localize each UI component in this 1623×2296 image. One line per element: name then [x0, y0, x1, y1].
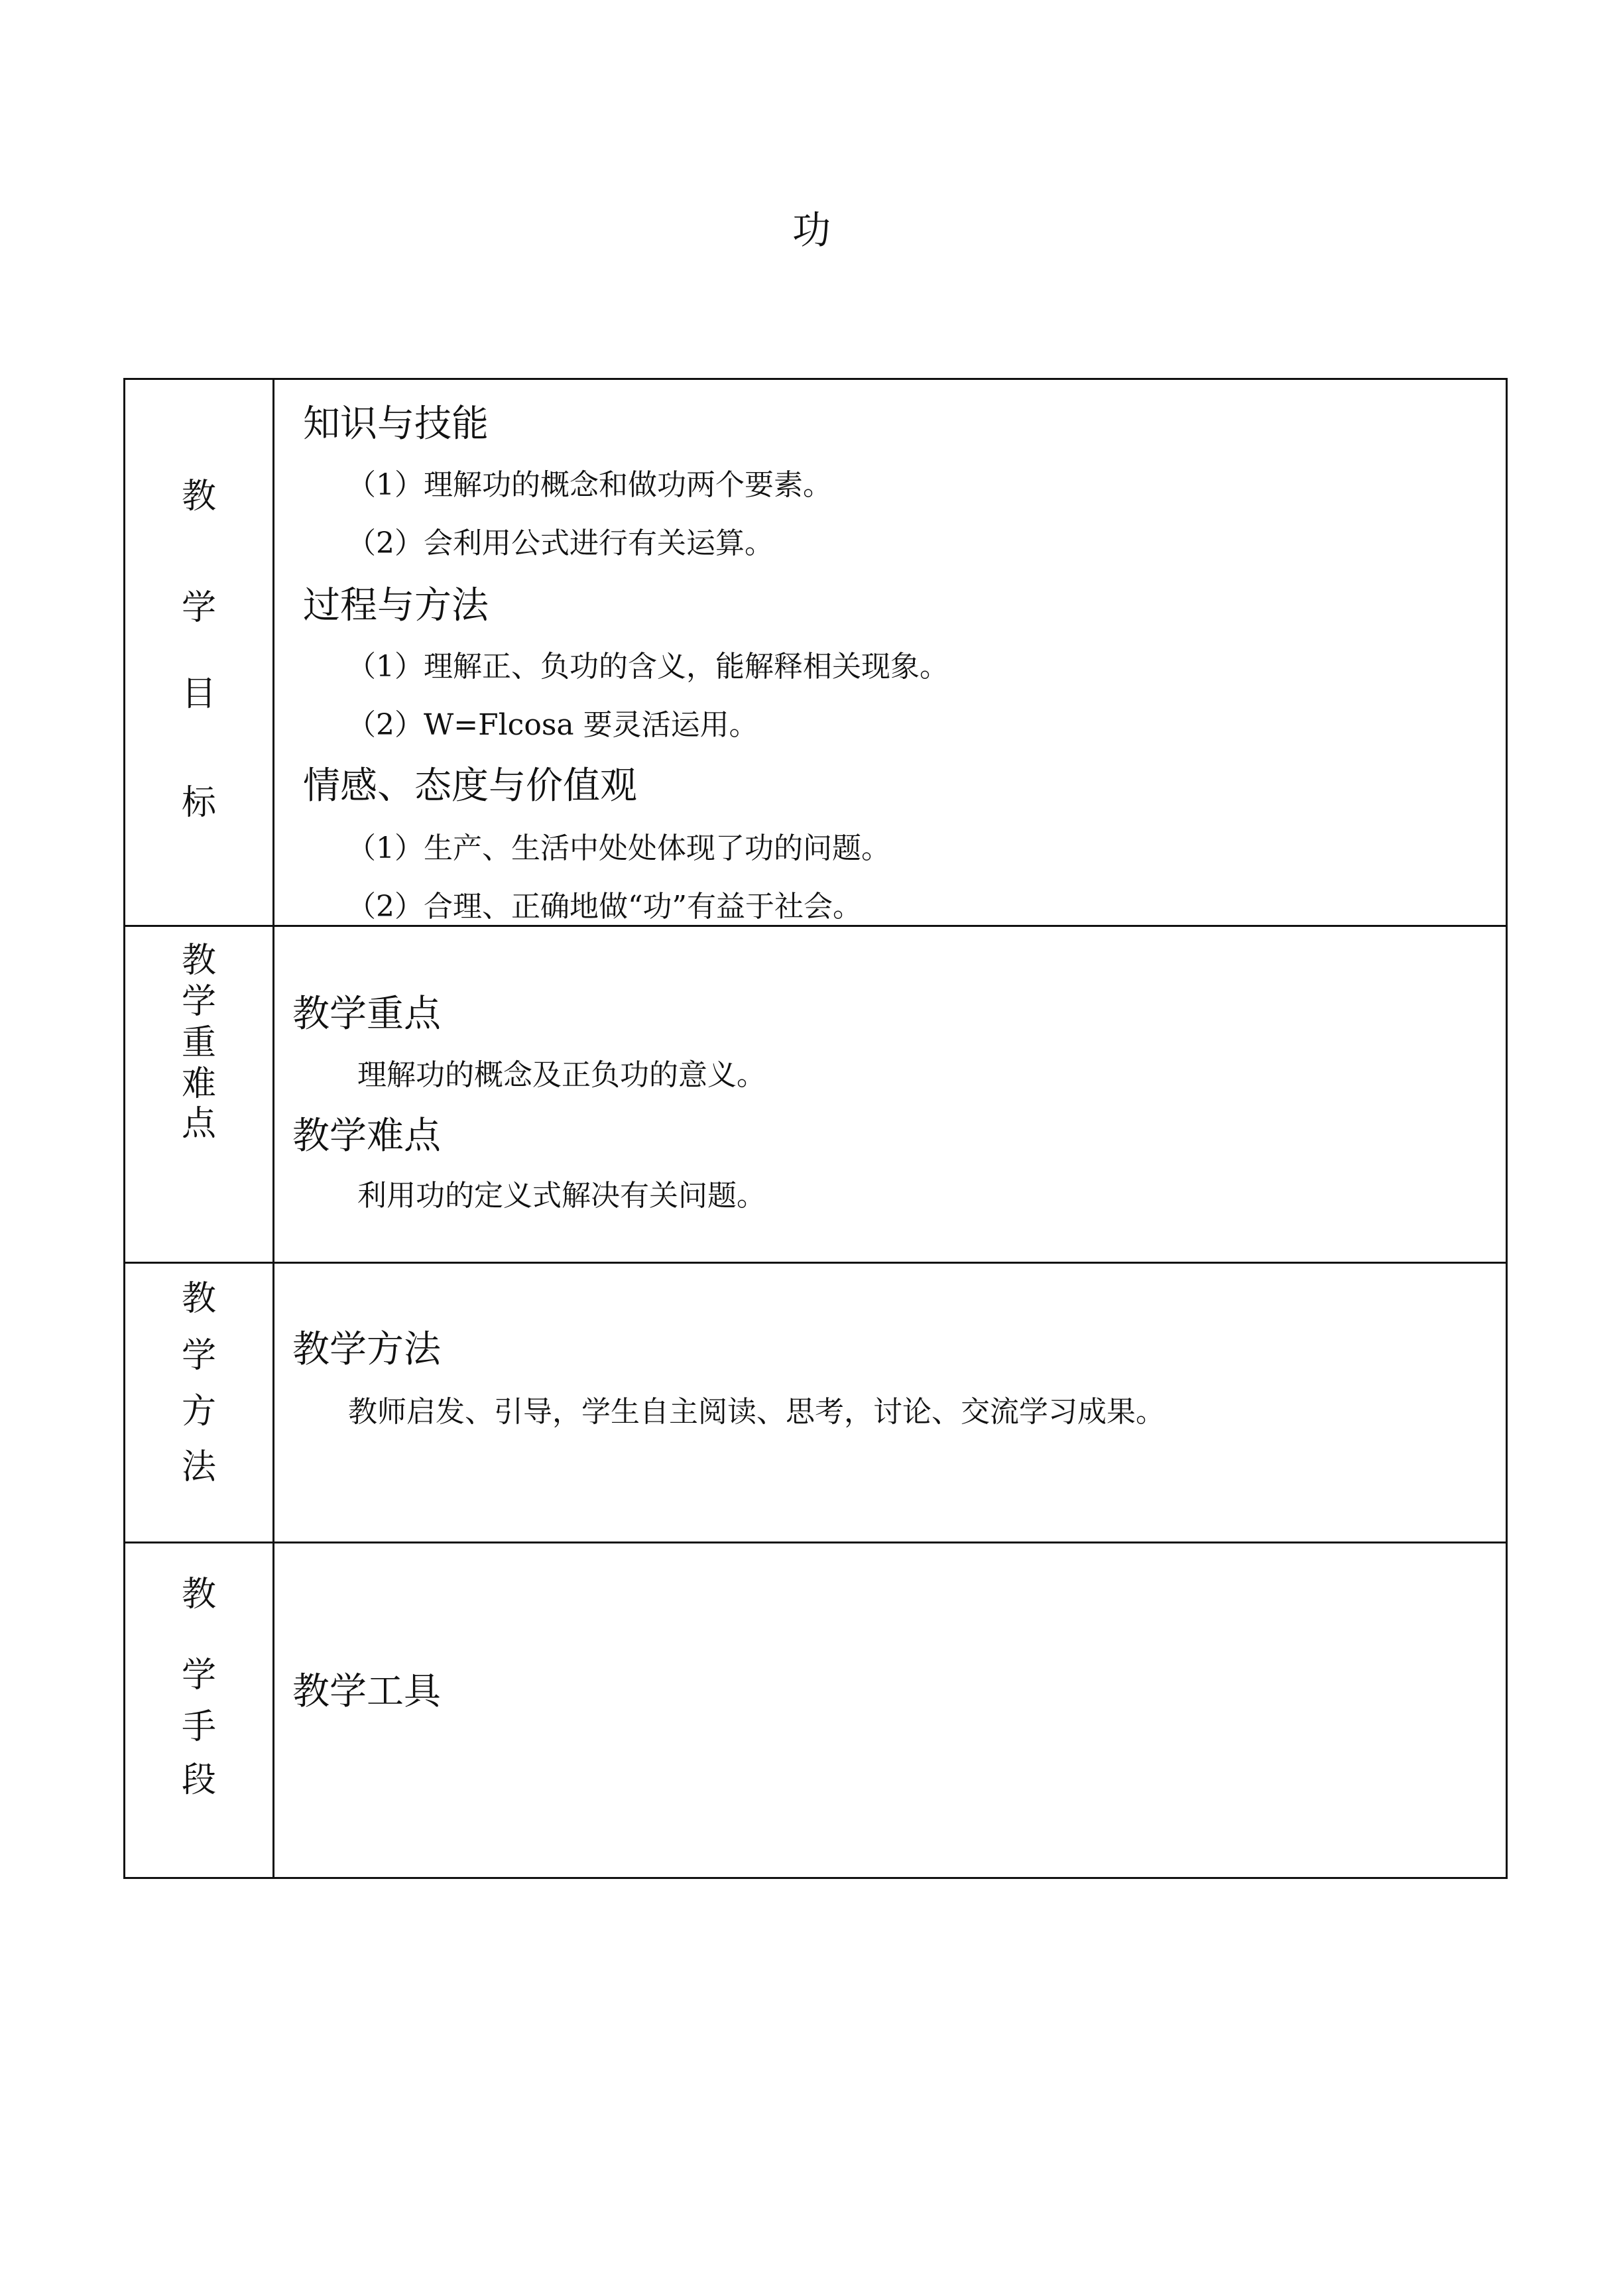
focus-heading: 教学重点	[292, 993, 441, 1036]
tools-label-char: 教	[181, 1575, 216, 1614]
methods-label-char: 法	[181, 1447, 216, 1487]
row-divider	[125, 925, 1506, 927]
difficulty-heading: 教学难点	[292, 1115, 441, 1158]
objective-item: （2）W=Flcosa 要灵活运用。	[347, 708, 758, 742]
key-points-label-char: 点	[181, 1104, 216, 1144]
lesson-plan-table	[123, 378, 1508, 1879]
objective-heading: 知识与技能	[303, 402, 489, 446]
page-title: 功	[792, 208, 831, 253]
methods-heading: 教学方法	[292, 1328, 441, 1371]
objectives-label-char: 目	[181, 674, 216, 714]
methods-label-char: 学	[181, 1336, 216, 1376]
row-divider	[125, 1262, 1506, 1264]
objectives-label-char: 教	[181, 477, 216, 516]
key-points-label-char: 重	[181, 1023, 216, 1063]
methods-text: 教师启发、引导，学生自主阅读、思考，讨论、交流学习成果。	[348, 1395, 1165, 1429]
tools-label-char: 手	[181, 1707, 216, 1747]
row-divider	[125, 1541, 1506, 1543]
tools-heading: 教学工具	[292, 1670, 441, 1713]
tools-label-char: 段	[181, 1760, 216, 1800]
objective-heading: 情感、态度与价值观	[303, 764, 637, 808]
objective-item: （2）合理、正确地做“功”有益于社会。	[347, 890, 862, 924]
focus-text: 理解功的概念及正负功的意义。	[357, 1058, 766, 1092]
objective-item: （2）会利用公式进行有关运算。	[347, 526, 774, 560]
key-points-label-char: 难	[181, 1064, 216, 1104]
objectives-label-char: 学	[181, 588, 216, 628]
tools-label-char: 学	[181, 1656, 216, 1695]
methods-label-char: 方	[181, 1392, 216, 1431]
difficulty-text: 利用功的定义式解决有关问题。	[357, 1179, 766, 1213]
objective-item: （1）理解正、负功的含义，能解释相关现象。	[347, 650, 949, 684]
objective-item: （1）生产、生活中处处体现了功的问题。	[347, 831, 890, 865]
objectives-label-char: 标	[181, 783, 216, 823]
methods-label-char: 教	[181, 1279, 216, 1319]
objective-heading: 过程与方法	[303, 584, 489, 627]
key-points-label-char: 学	[181, 982, 216, 1022]
objective-item: （1）理解功的概念和做功两个要素。	[347, 468, 832, 502]
key-points-label-char: 教	[181, 941, 216, 981]
column-divider	[272, 380, 274, 1877]
